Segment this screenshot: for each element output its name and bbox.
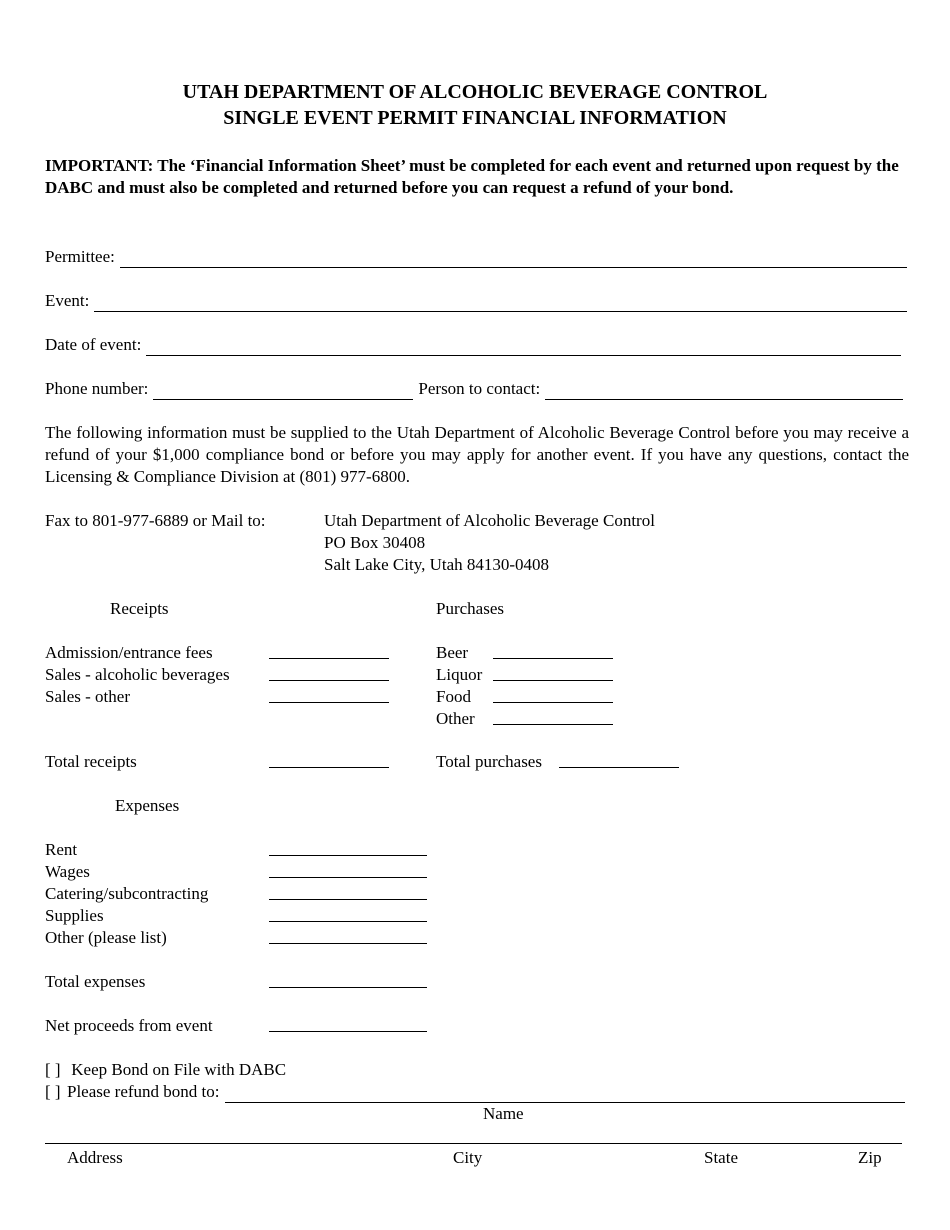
form-subtitle: SINGLE EVENT PERMIT FINANCIAL INFORMATION <box>223 107 727 129</box>
mail-label: Fax to 801-977-6889 or Mail to: <box>45 511 266 530</box>
expense-item-label: Wages <box>45 862 90 881</box>
mail-address-line2: PO Box 30408 <box>324 533 426 552</box>
expenses-heading: Expenses <box>115 796 180 815</box>
mail-address-line1: Utah Department of Alcoholic Beverage Control <box>324 511 655 530</box>
purchase-other-field[interactable] <box>493 724 613 725</box>
phone-number-field[interactable] <box>153 383 413 400</box>
purchases-heading: Purchases <box>436 599 504 618</box>
date-row <box>45 334 901 356</box>
refund-name-field[interactable] <box>225 1086 906 1103</box>
refund-bond-option <box>45 1081 905 1103</box>
purchase-item-label: Other <box>436 709 475 728</box>
total-receipts-label: Total receipts <box>45 752 137 771</box>
total-purchases-label: Total purchases <box>436 752 542 771</box>
state-caption: State <box>704 1148 738 1167</box>
event-label: Event: <box>45 291 90 310</box>
expense-wages-field[interactable] <box>269 877 427 878</box>
purchase-item-label: Beer <box>436 643 469 662</box>
receipt-admission-field[interactable] <box>269 658 389 659</box>
instructions-paragraph: The following information must be supplied to the Utah Department of Alcoholic Beverage Control before you may receive a refund of your $1,000 compliance bond or before you may apply for another event. If you have any questions, contact the Licensing & Compliance Division at (801) 977-6800. <box>45 423 909 486</box>
permittee-row <box>45 246 907 268</box>
keep-bond-checkbox[interactable]: [ ] <box>45 1060 61 1079</box>
expense-supplies-field[interactable] <box>269 921 427 922</box>
address-caption: Address <box>67 1148 123 1167</box>
expense-item-label: Supplies <box>45 906 104 925</box>
mail-address-line3: Salt Lake City, Utah 84130-0408 <box>324 555 550 574</box>
date-of-event-label: Date of event: <box>45 335 142 354</box>
purchase-item-label: Food <box>436 687 471 706</box>
permittee-field[interactable] <box>120 251 907 268</box>
expense-other-field[interactable] <box>269 943 427 944</box>
city-caption: City <box>453 1148 483 1167</box>
phone-contact-row <box>45 378 903 400</box>
receipt-item-label: Sales - alcoholic beverages <box>45 665 230 684</box>
total-expenses-field[interactable] <box>269 987 427 988</box>
keep-bond-label: Keep Bond on File with DABC <box>71 1060 287 1079</box>
receipts-heading: Receipts <box>110 599 169 618</box>
expense-rent-field[interactable] <box>269 855 427 856</box>
purchase-liquor-field[interactable] <box>493 680 613 681</box>
expense-catering-field[interactable] <box>269 899 427 900</box>
receipt-other-field[interactable] <box>269 702 389 703</box>
total-expenses-label: Total expenses <box>45 972 146 991</box>
total-receipts-field[interactable] <box>269 767 389 768</box>
purchase-beer-field[interactable] <box>493 658 613 659</box>
receipt-item-label: Admission/entrance fees <box>45 643 213 662</box>
keep-bond-option[interactable] <box>45 1059 286 1081</box>
receipt-alcohol-field[interactable] <box>269 680 389 681</box>
permittee-label: Permittee: <box>45 247 115 266</box>
total-purchases-field[interactable] <box>559 767 679 768</box>
person-to-contact-field[interactable] <box>545 383 903 400</box>
purchase-food-field[interactable] <box>493 702 613 703</box>
zip-caption: Zip <box>858 1148 882 1167</box>
event-field[interactable] <box>94 295 907 312</box>
receipt-item-label: Sales - other <box>45 687 130 706</box>
refund-bond-label: Please refund bond to: <box>67 1082 220 1101</box>
expense-item-label: Catering/subcontracting <box>45 884 209 903</box>
event-row <box>45 290 907 312</box>
expense-item-label: Other (please list) <box>45 928 167 947</box>
phone-number-label: Phone number: <box>45 379 149 398</box>
date-of-event-field[interactable] <box>146 339 901 356</box>
expense-item-label: Rent <box>45 840 78 859</box>
form-title: UTAH DEPARTMENT OF ALCOHOLIC BEVERAGE CONTROL <box>182 81 768 103</box>
purchase-item-label: Liquor <box>436 665 483 684</box>
refund-bond-checkbox[interactable]: [ ] <box>45 1082 61 1101</box>
person-to-contact-label: Person to contact: <box>418 379 541 398</box>
address-field[interactable] <box>45 1143 902 1144</box>
net-proceeds-label: Net proceeds from event <box>45 1016 213 1035</box>
name-caption: Name <box>483 1104 524 1123</box>
net-proceeds-field[interactable] <box>269 1031 427 1032</box>
important-notice: IMPORTANT: The ‘Financial Information Sheet’ must be completed for each event and returned upon request by the DABC and must also be completed and returned before you can request a refund of your bond. <box>45 156 899 197</box>
